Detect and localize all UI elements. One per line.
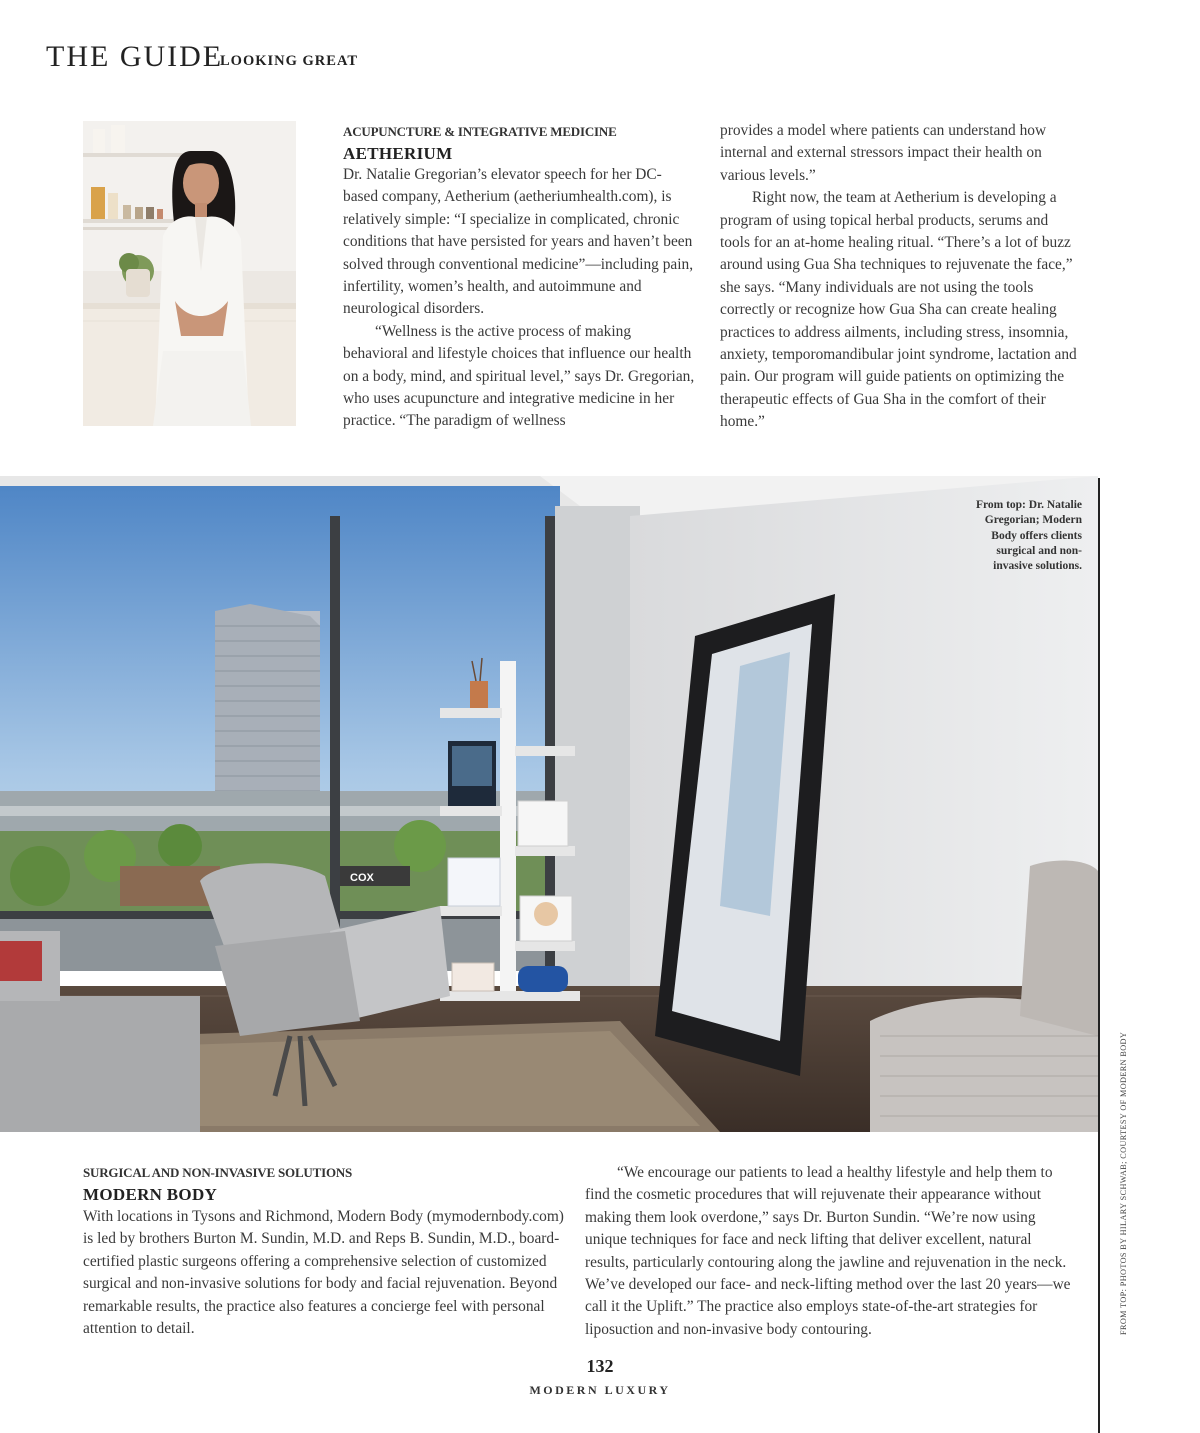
office-interior-photo [0,476,1098,1132]
portrait-photo [83,121,296,426]
article1-column-1 [343,164,695,433]
cox-building-sign: COX [350,872,374,884]
magazine-name: MODERN LUXURY [529,1383,671,1397]
article2-col2-paragraph: “We encourage our patients to lead a healthy lifestyle and help them to find the cosmetic procedures that will rejuvenate their appearance without making them look overdone,” says Dr. Burton Sundin. “We’re now using unique techniques for face and neck lifting that deliver excellent, natural results, particularly contouring along the jawline and rejuvenation in the neck. We’ve developed our face- and neck-lifting method over the last 20 years—we call it the Uplift.” The practice also employs state-of-the-art strategies for liposuction and non-invasive body contouring. [585,1164,1071,1338]
article1-headline: AETHERIUM [343,144,453,163]
article1-kicker: ACUPUNCTURE & INTEGRATIVE MEDICINE [343,124,617,139]
page-edge-rule [1098,478,1100,1433]
photo-caption: From top: Dr. Natalie Gregorian; Modern Body offers clients surgical and non-invasive solutions. [975,499,1082,573]
article2-column-1 [83,1206,565,1340]
photo-credit: FROM TOP: PHOTOS BY HILARY SCHWAB; COURTESY OF MODERN BODY [1119,1031,1128,1335]
article2-col1-paragraph: With locations in Tysons and Richmond, Modern Body (mymodernbody.com) is led by brothers Burton M. Sundin, M.D. and Reps B. Sundin, M.D., board-certified plastic surgeons offering a comprehensive selection of customized surgical and non-invasive solutions for body and facial rejuvenation. Beyond remarkable results, the practice also features a concierge feel with personal attention to detail. [83,1208,564,1338]
article1-col2-paragraph: provides a model where patients can understand how internal and external stressors impact their health on various levels.” [720,122,1047,184]
article1-col1-paragraph: “Wellness is the active process of making behavioral and lifestyle choices that influence our health on a body, mind, and spiritual level,” says Dr. Gregorian, who uses acupuncture and integrative medicine in her practice. “The paradigm of wellness [343,322,695,430]
page-number: 132 [586,1356,614,1376]
section-title: THE GUIDE [46,40,224,73]
section-subtitle: LOOKING GREAT [220,53,359,69]
article1-col2-paragraph: Right now, the team at Aetherium is developing a program of using topical herbal products, serums and tools for an at-home healing ritual. “There’s a lot of buzz around using Gua Sha techniques to rejuvenate the face,” she says. “Many individuals are not using the tools correctly or recognize how Gua Sha can create healing practices to address ailments, including stress, insomnia, anxiety, temporomandibular joint syndrome, lactation and pain. Our program will guide patients on optimizing the therapeutic effects of Gua Sha in the comfort of their home.” [720,189,1077,431]
article2-column-2 [585,1162,1073,1341]
article1-col1-paragraph: Dr. Natalie Gregorian’s elevator speech for her DC-based company, Aetherium (aetheriumhealth.com), is relatively simple: “I specialize in complicated, chronic conditions that have persisted for years and haven’t been solved through conventional medicine”—including pain, infertility, women’s health, and autoimmune and neurological disorders. [343,166,694,318]
article2-headline: MODERN BODY [83,1185,218,1204]
article2-kicker: SURGICAL AND NON-INVASIVE SOLUTIONS [83,1165,353,1180]
article1-column-2 [720,120,1078,434]
